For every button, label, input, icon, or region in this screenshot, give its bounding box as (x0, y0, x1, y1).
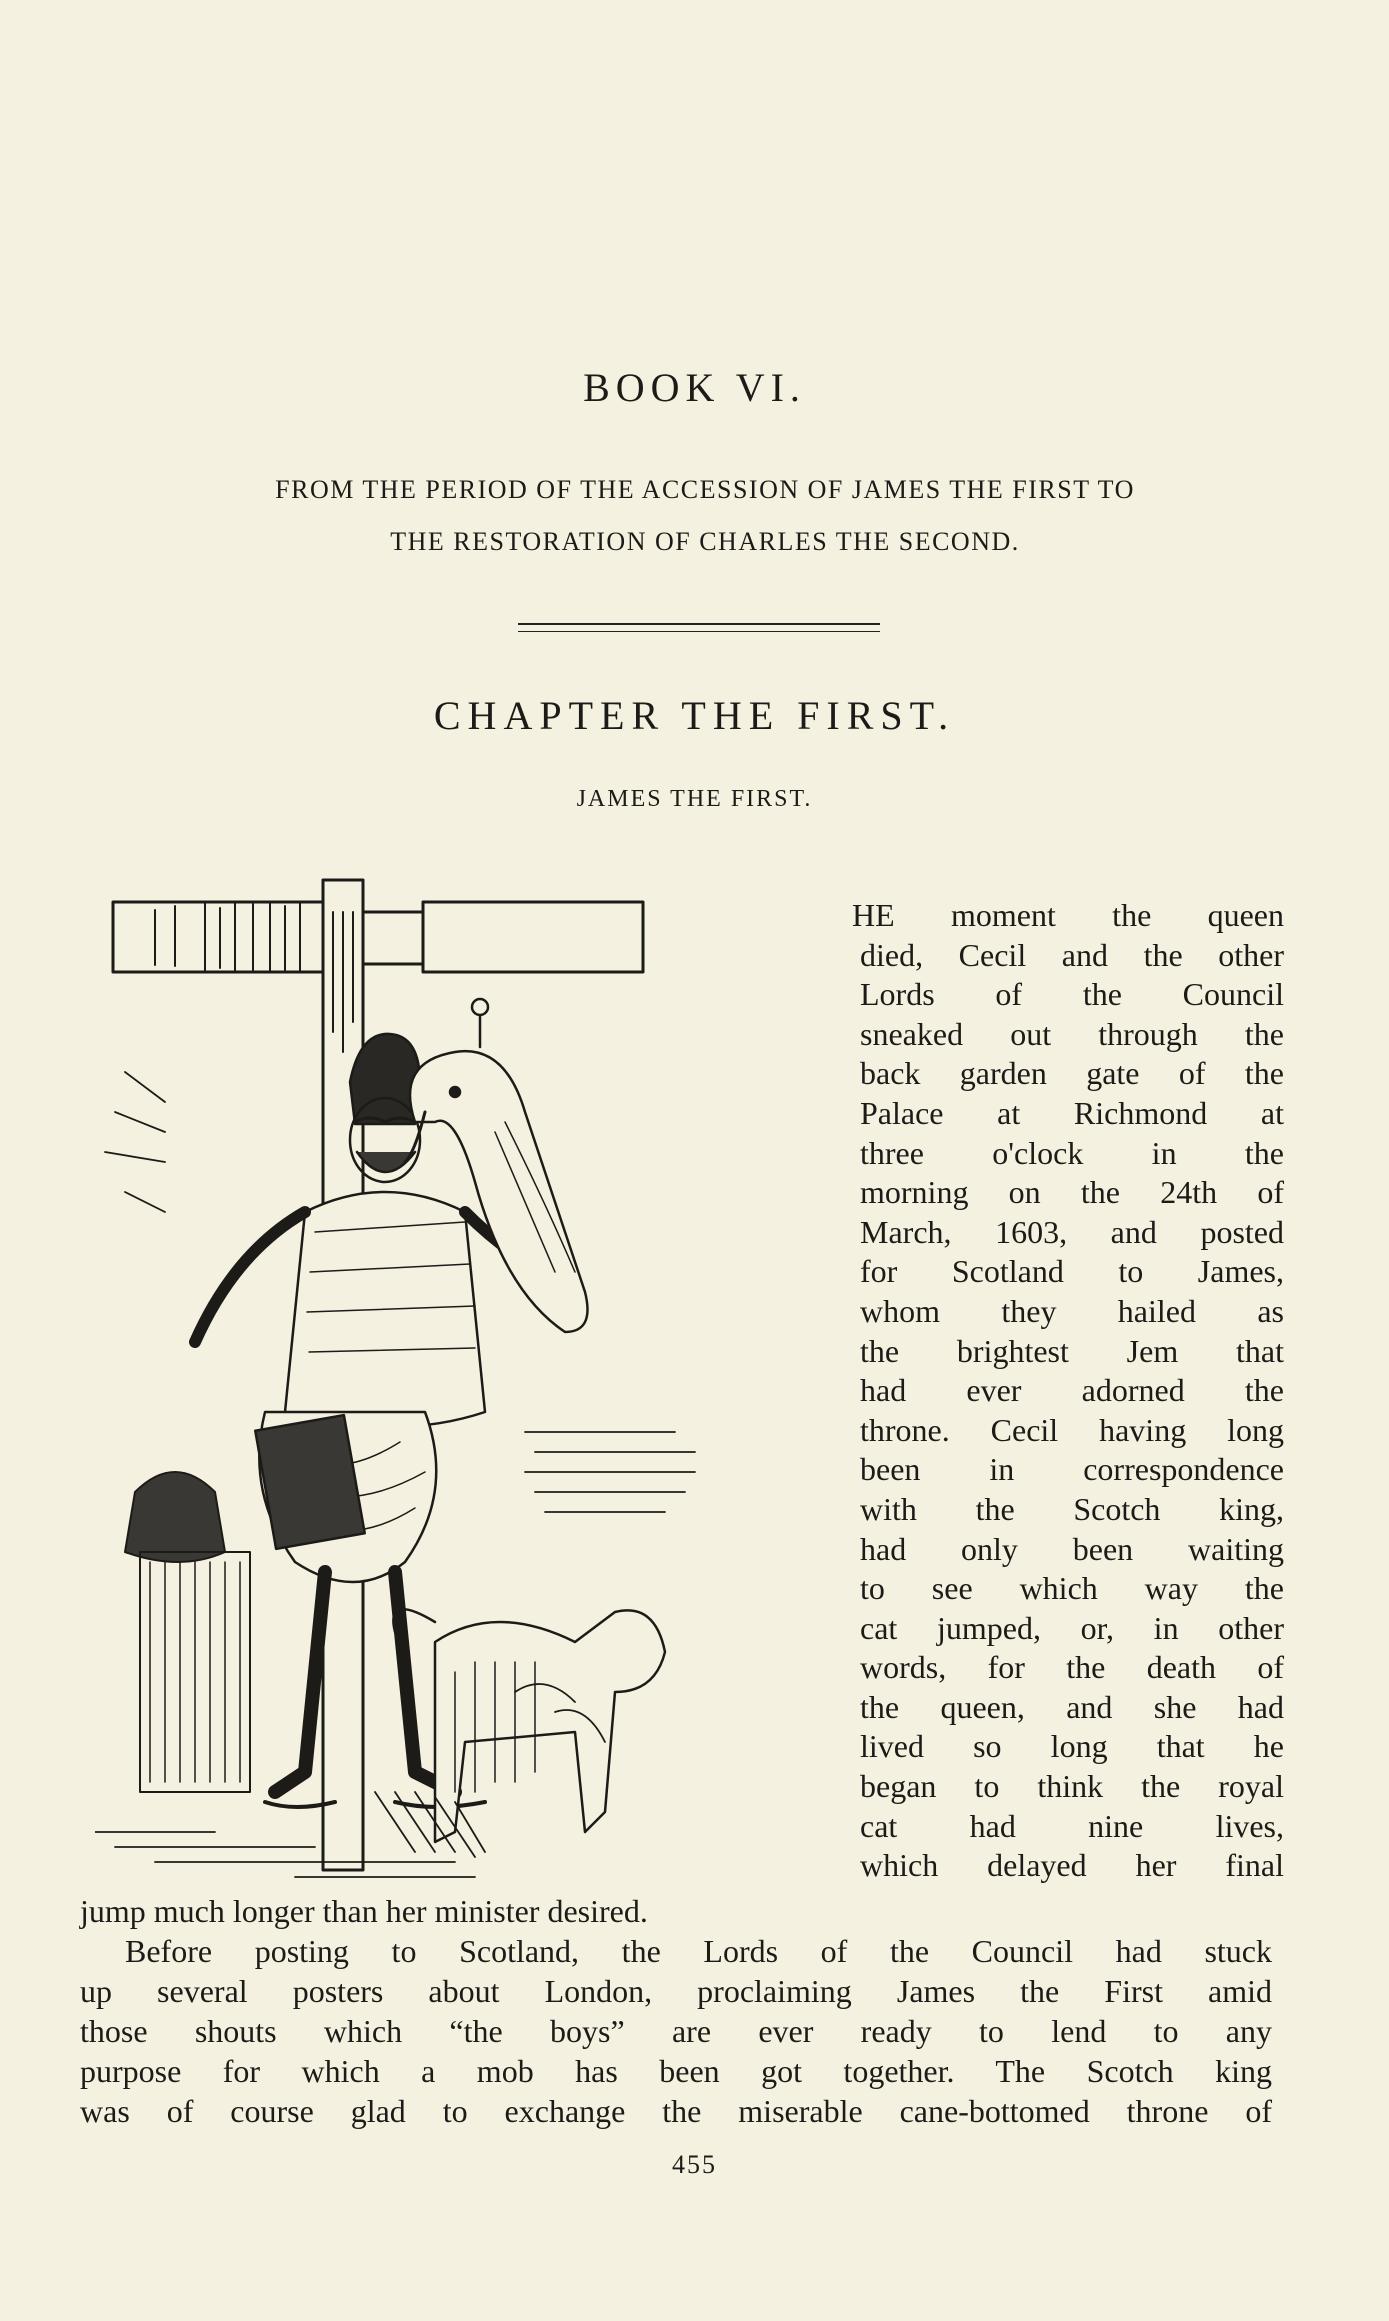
text-line: three o'clock in the (860, 1134, 1284, 1171)
text-line: the queen, and she had (860, 1688, 1284, 1725)
text-line: jump much longer than her minister desired. (80, 1893, 648, 1929)
text-line: HE moment the queen (852, 897, 1284, 933)
period-line: FROM THE PERIOD OF THE ACCESSION OF JAMES THE FIRST TO (275, 475, 1135, 504)
chapter-title: CHAPTER THE FIRST. (433, 693, 956, 738)
text-line: back garden gate of the (860, 1055, 1284, 1092)
text-line: for Scotland to James, (860, 1253, 1284, 1290)
text-line: been in correspondence (860, 1451, 1284, 1488)
text-line: Before posting to Scotland, the Lords of the Council had stuck (125, 1933, 1272, 1969)
text-line: Palace at Richmond at (860, 1094, 1284, 1131)
text-line: lived so long that he (860, 1728, 1284, 1765)
text-line: cat had nine lives, (860, 1807, 1284, 1844)
small-figure (125, 1472, 250, 1792)
period-subtitle (150, 464, 1260, 568)
text-line: throne. Cecil having long (860, 1411, 1284, 1448)
text-line: began to think the royal (860, 1768, 1284, 1805)
dog (393, 1609, 665, 1842)
divider-rule (518, 631, 880, 632)
text-line: which delayed her final (860, 1847, 1284, 1884)
text-line: purpose for which a mob has been got together. The Scotch king (80, 2053, 1272, 2089)
text-line: morning on the 24th of (860, 1174, 1284, 1211)
text-line: was of course glad to exchange the miserable cane-bottomed throne of (80, 2093, 1272, 2129)
text-line: whom they hailed as (860, 1292, 1284, 1329)
text-line: sneaked out through the (860, 1015, 1284, 1052)
text-line: Lords of the Council (860, 976, 1284, 1013)
james-signpost-illustration (95, 872, 820, 1892)
full-width-text (80, 1891, 1272, 2131)
book-title: BOOK VI. (583, 365, 806, 410)
chapter-subtitle: JAMES THE FIRST. (576, 786, 813, 812)
text-line: up several posters about London, proclaiming James the First amid (80, 1973, 1272, 2009)
text-line: the brightest Jem that (860, 1332, 1284, 1369)
text-line: those shouts which “the boys” are ever ready to lend to any (80, 2013, 1272, 2049)
page-number: 455 (672, 2150, 717, 2179)
period-line: THE RESTORATION OF CHARLES THE SECOND. (390, 527, 1020, 556)
text-line: died, Cecil and the other (860, 936, 1284, 973)
divider-rule (518, 623, 880, 625)
text-line: cat jumped, or, in other (860, 1609, 1284, 1646)
text-line: had ever adorned the (860, 1372, 1284, 1409)
text-line: words, for the death of (860, 1649, 1284, 1686)
text-line: had only been waiting (860, 1530, 1284, 1567)
text-line: with the Scotch king, (860, 1490, 1284, 1527)
text-line: March, 1603, and posted (860, 1213, 1284, 1250)
text-line: to see which way the (860, 1570, 1284, 1607)
wrapped-text-column (852, 896, 1284, 1886)
